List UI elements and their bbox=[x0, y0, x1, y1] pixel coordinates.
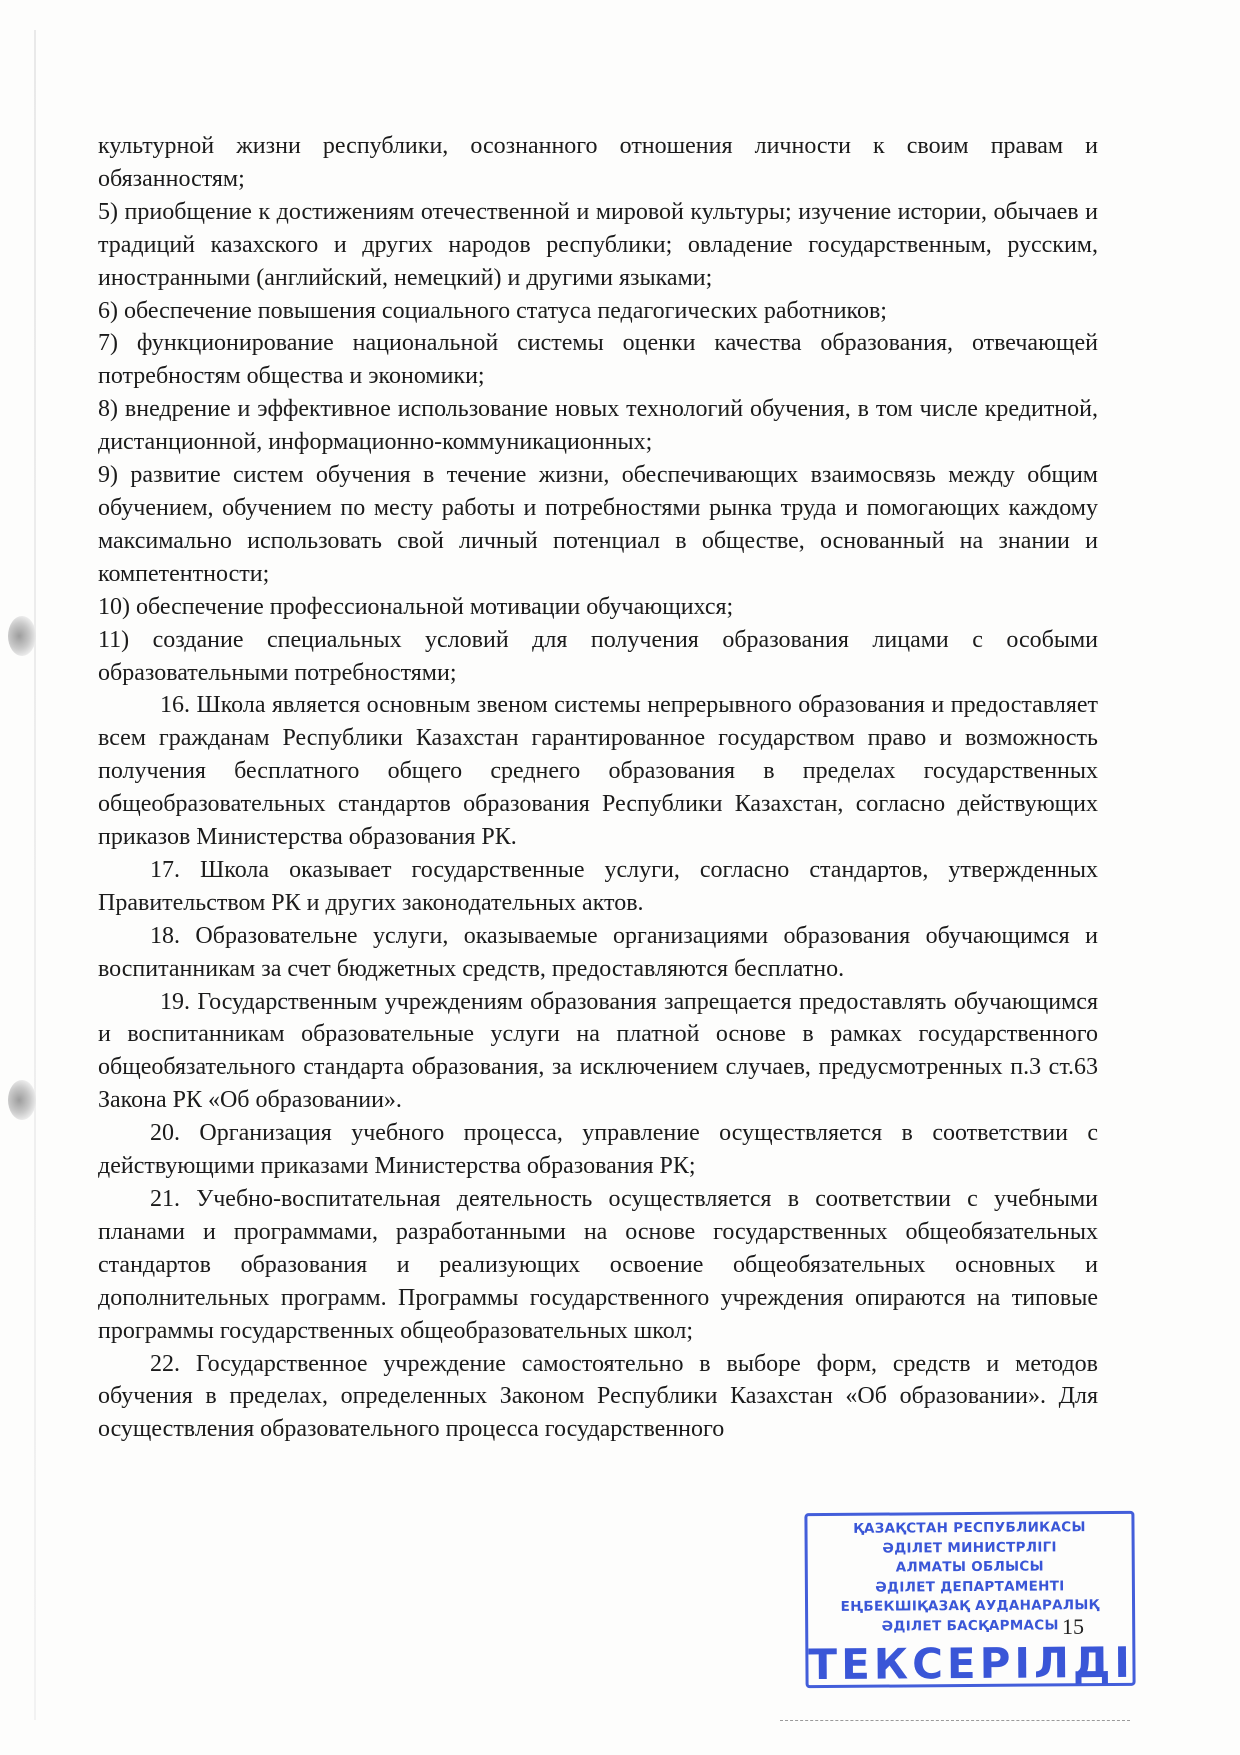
stamp-verified-word: ТЕКСЕРІЛДІ bbox=[808, 1637, 1135, 1690]
clause-20: 20. Организация учебного процесса, управление осуществляется в соответствии с действующими приказами Министерства образования РК; bbox=[98, 1120, 1098, 1180]
clause-22: 22. Государственное учреждение самостоятельно в выборе форм, средств и методов обучения в пределах, определенных Законом Республики Казахстан «Об образовании». Для осуществления образовательного процесса государственного bbox=[98, 1350, 1098, 1443]
list-item-6: 6) обеспечение повышения социального статуса педагогических работников; bbox=[98, 297, 887, 324]
verification-stamp bbox=[804, 1511, 1135, 1688]
clause-19: 19. Государственным учреждениям образования запрещается предоставлять обучающимся и воспитанникам образовательные услуги на платной основе в рамках государственного общеобязательного стандарта образования, за исключением случаев, предусмотренных п.3 ст.63 Закона РК «Об образовании». bbox=[98, 988, 1098, 1114]
paragraph-continuation: культурной жизни республики, осознанного отношения личности к своим правам и обязанностям; bbox=[98, 133, 1098, 192]
stamp-line: АЛМАТЫ ОБЛЫСЫ bbox=[895, 1558, 1044, 1576]
list-item-10: 10) обеспечение профессиональной мотивации обучающихся; bbox=[98, 593, 734, 620]
clause-16: 16. Школа является основным звеном системы непрерывного образования и предоставляет всем гражданам Республики Казахстан гарантированное государством право и возможность получения бесплатного общего среднего образования в пределах государственных общеобразовательных стандартов образования Республики Казахстан, согласно действующих приказов Министерства образования РК. bbox=[98, 692, 1098, 851]
list-item-8: 8) внедрение и эффективное использование новых технологий обучения, в том числе кредитной, дистанционной, информационно-коммуникационных; bbox=[98, 396, 1098, 456]
list-item-9: 9) развитие систем обучения в течение жизни, обеспечивающих взаимосвязь между общим обучением, обучением по месту работы и потребностями рынка труда и помогающих каждому максимально использовать свой личный потенциал в обществе, основанный на знании и компетентности; bbox=[98, 462, 1098, 587]
clause-21: 21. Учебно-воспитательная деятельность осуществляется в соответствии с учебными планами и программами, разработанными на основе государственных общеобязательных стандартов образования и реализующих освоение общеобязательных основных и дополнительных программ. Программы государственного учреждения опираются на типовые программы государственных общеобразовательных школ; bbox=[98, 1186, 1098, 1344]
punch-hole-upper bbox=[8, 616, 36, 656]
page-edge-shadow bbox=[34, 30, 36, 1720]
punch-hole-lower bbox=[8, 1080, 36, 1120]
stamp-line: ӘДІЛЕТ ДЕПАРТАМЕНТІ bbox=[875, 1577, 1065, 1596]
list-item-5: 5) приобщение к достижениям отечественной и мировой культуры; изучение истории, обычаев и традиций казахского и других народов республики; овладение государственным, русским, иностранными (английский, немецкий) и другими языками; bbox=[98, 198, 1098, 291]
clause-18: 18. Образовательне услуги, оказываемые организациями образования обучающимся и воспитанникам за счет бюджетных средств, предоставляются бесплатно. bbox=[98, 922, 1098, 982]
clause-17: 17. Школа оказывает государственные услуги, согласно стандартов, утвержденных Правительством РК и других законодательных актов. bbox=[98, 856, 1098, 916]
stamp-line: ЕҢБЕКШІҚАЗАҚ АУДАНАРАЛЫҚ bbox=[840, 1597, 1100, 1615]
list-item-7: 7) функционирование национальной системы оценки качества образования, отвечающей потребностям общества и экономики; bbox=[98, 330, 1098, 390]
stamp-line: ӘДІЛЕТ МИНИСТРЛІГІ bbox=[882, 1538, 1057, 1557]
page-number: 15 bbox=[1062, 1614, 1084, 1639]
list-item-11: 11) создание специальных условий для получения образования лицами с особыми образовательными потребностями; bbox=[98, 626, 1098, 686]
stamp-line: ӘДІЛЕТ БАСҚАРМАСЫ bbox=[881, 1616, 1059, 1635]
stamp-line: ҚАЗАҚСТАН РЕСПУБЛИКАСЫ bbox=[853, 1519, 1086, 1537]
document-body bbox=[98, 130, 1098, 1446]
scan-bottom-marks bbox=[780, 1720, 1130, 1723]
